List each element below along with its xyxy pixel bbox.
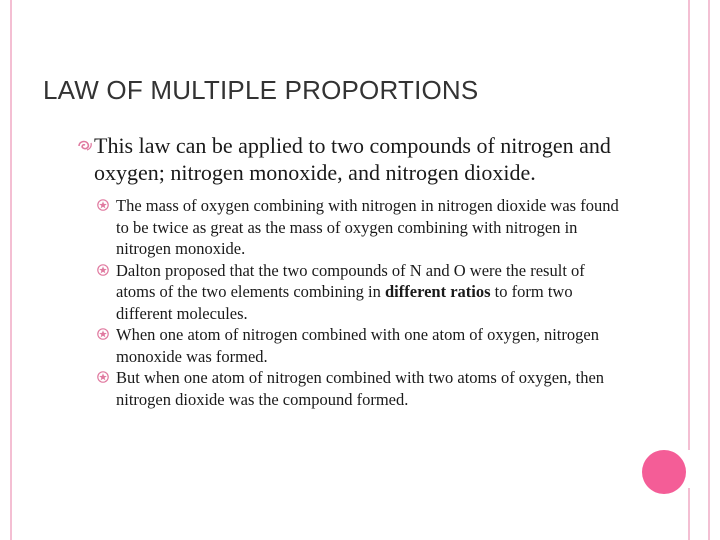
slide-title: LAW OF MULTIPLE PROPORTIONS	[43, 75, 479, 105]
right-inner-rule-top	[688, 0, 690, 450]
sub-point-text: When one atom of nitrogen combined with one atom of oxygen, nitrogen monoxide was formed.	[116, 325, 599, 366]
star-circle-bullet-icon	[97, 199, 109, 211]
sub-point-text: But when one atom of nitrogen combined with two atoms of oxygen, then nitrogen dioxide was the compound formed.	[116, 368, 605, 409]
sub-point-text: The mass of oxygen combining with nitrogen in nitrogen dioxide was found to be twice as great as the mass of oxygen combining with nitrogen in nitrogen monoxide.	[116, 196, 619, 258]
sub-point-text: Dalton proposed that the two compounds of N and O were the result of atoms of the two elements combining in	[116, 260, 585, 301]
sub-point	[97, 367, 627, 410]
decorative-circle	[642, 450, 686, 494]
sub-point	[97, 260, 627, 325]
right-outer-rule	[708, 0, 710, 540]
main-bullet-point	[77, 132, 637, 186]
star-circle-bullet-icon	[97, 328, 109, 340]
sub-points-list	[97, 195, 627, 410]
star-circle-bullet-icon	[97, 371, 109, 383]
emphasis-text: different ratios	[385, 282, 491, 301]
left-border-rule	[10, 0, 12, 540]
sub-point	[97, 195, 627, 260]
sub-point	[97, 324, 627, 367]
sub-point-text-end: to form two different molecules.	[116, 282, 573, 323]
main-point-text: This law can be applied to two compounds of nitrogen and oxygen; nitrogen monoxide, and nitrogen dioxide.	[94, 133, 611, 185]
star-circle-bullet-icon	[97, 264, 109, 276]
swirl-bullet-icon	[77, 139, 93, 153]
right-inner-rule-bottom	[688, 488, 690, 540]
